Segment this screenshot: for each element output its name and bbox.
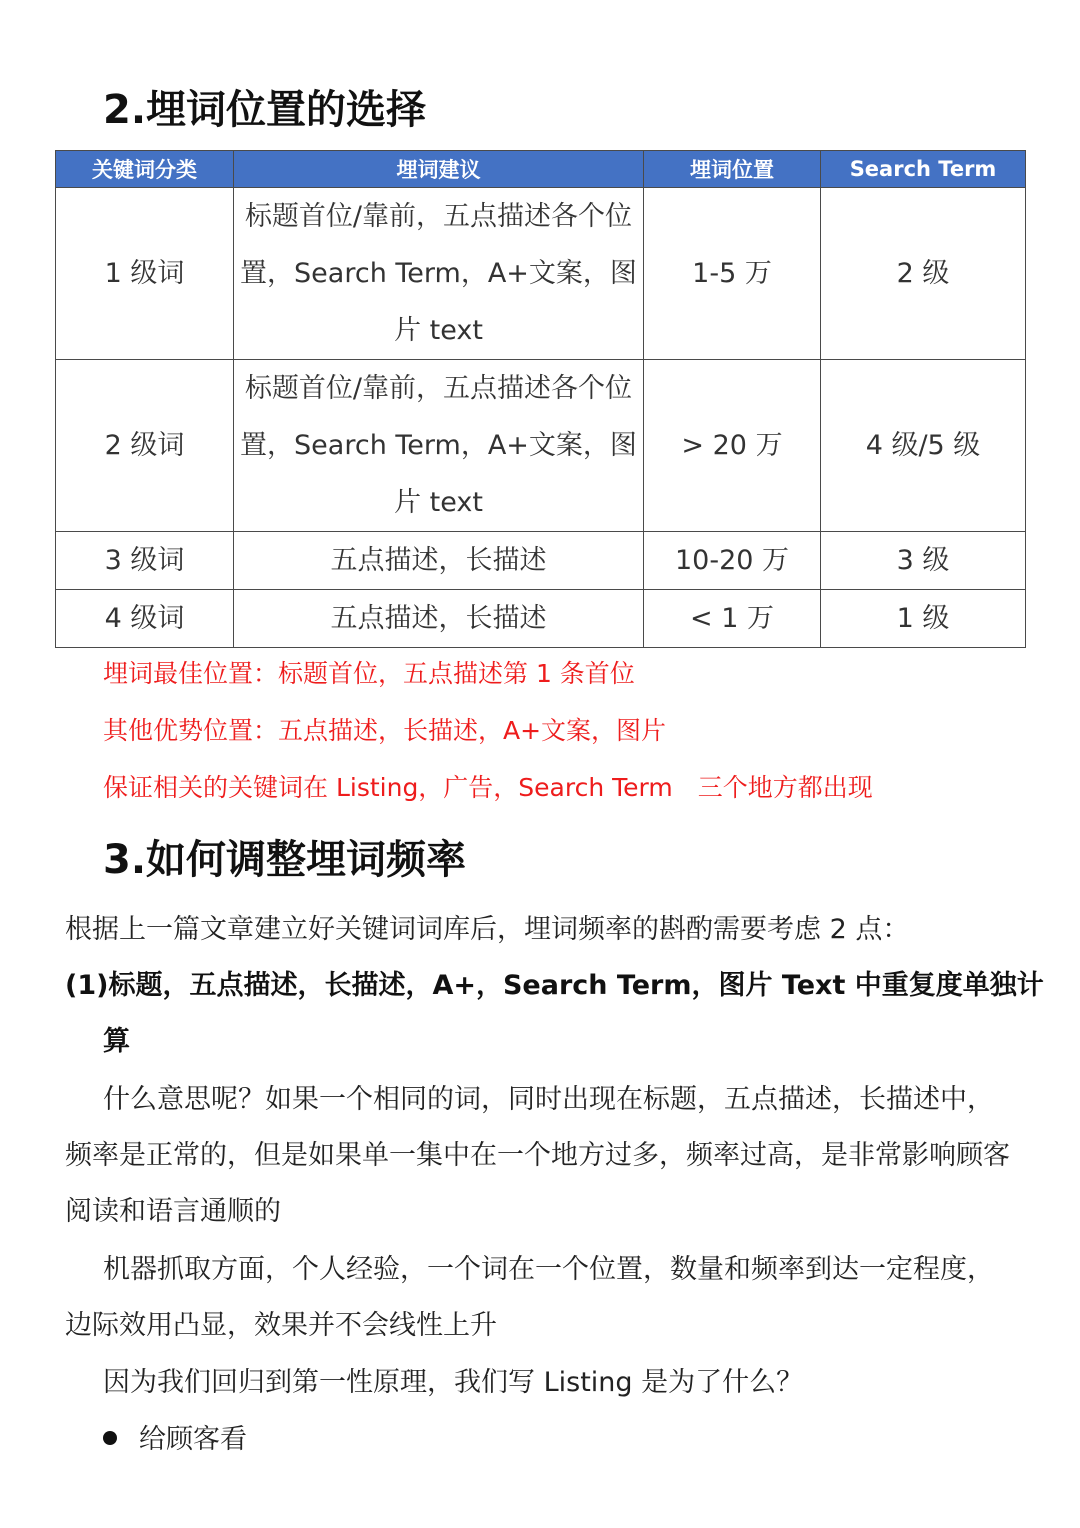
cell-position: 1-5 万 xyxy=(644,188,821,360)
cell-search-term: 1 级 xyxy=(821,590,1026,648)
paragraph-2: 机器抓取方面，个人经验，一个词在一个位置，数量和频率到达一定程度，边际效用凸显，效果并不会线性上升 xyxy=(65,1254,994,1341)
note-other-positions: 其他优势位置：五点描述，长描述，A+文案，图片 xyxy=(103,716,667,745)
cell-search-term: 3 级 xyxy=(821,532,1026,590)
table-row xyxy=(56,590,1026,648)
col-header-category: 关键词分类 xyxy=(56,151,234,188)
table-header-row xyxy=(56,151,1026,188)
note-best-position: 埋词最佳位置：标题首位，五点描述第 1 条首位 xyxy=(103,659,635,688)
col-header-suggestion: 埋词建议 xyxy=(234,151,644,188)
table-row xyxy=(56,188,1026,360)
cell-suggestion: 五点描述，长描述 xyxy=(234,532,644,590)
cell-search-term: 2 级 xyxy=(821,188,1026,360)
section-2-title: 2.埋词位置的选择 xyxy=(103,87,427,133)
bullet-item xyxy=(103,1420,247,1460)
paragraph-1: 什么意思呢？如果一个相同的词，同时出现在标题，五点描述，长描述中，频率是正常的，但是如果单一集中在一个地方过多，频率过高，是非常影响顾客阅读和语言通顺的 xyxy=(65,1084,1010,1227)
paragraph-3: 因为我们回归到第一性原理，我们写 Listing 是为了什么？ xyxy=(103,1367,804,1398)
cell-suggestion: 标题首位/靠前，五点描述各个位置，Search Term，A+文案，图片 text xyxy=(234,360,644,532)
col-header-position: 埋词位置 xyxy=(644,151,821,188)
table-row xyxy=(56,532,1026,590)
section-3-title: 3.如何调整埋词频率 xyxy=(103,837,467,883)
cell-suggestion: 标题首位/靠前，五点描述各个位置，Search Term，A+文案，图片 text xyxy=(234,188,644,360)
cell-category: 3 级词 xyxy=(56,532,234,590)
cell-search-term: 4 级/5 级 xyxy=(821,360,1026,532)
keyword-placement-table xyxy=(55,150,1026,648)
table-row xyxy=(56,360,1026,532)
note-coverage: 保证相关的关键词在 Listing，广告，Search Term 三个地方都出现 xyxy=(103,773,873,802)
cell-category: 4 级词 xyxy=(56,590,234,648)
cell-category: 2 级词 xyxy=(56,360,234,532)
bullet-text: 给顾客看 xyxy=(139,1424,247,1455)
cell-suggestion: 五点描述，长描述 xyxy=(234,590,644,648)
cell-position: > 20 万 xyxy=(644,360,821,532)
cell-category: 1 级词 xyxy=(56,188,234,360)
section-3-intro: 根据上一篇文章建立好关键词词库后，埋词频率的斟酌需要考虑 2 点： xyxy=(65,914,910,945)
col-header-search-term: Search Term xyxy=(821,151,1026,188)
point-1-heading: (1)标题，五点描述，长描述，A+，Search Term，图片 Text 中重复度单独计算 xyxy=(65,970,1044,1057)
cell-position: < 1 万 xyxy=(644,590,821,648)
bullet-dot-icon xyxy=(103,1431,117,1445)
cell-position: 10-20 万 xyxy=(644,532,821,590)
